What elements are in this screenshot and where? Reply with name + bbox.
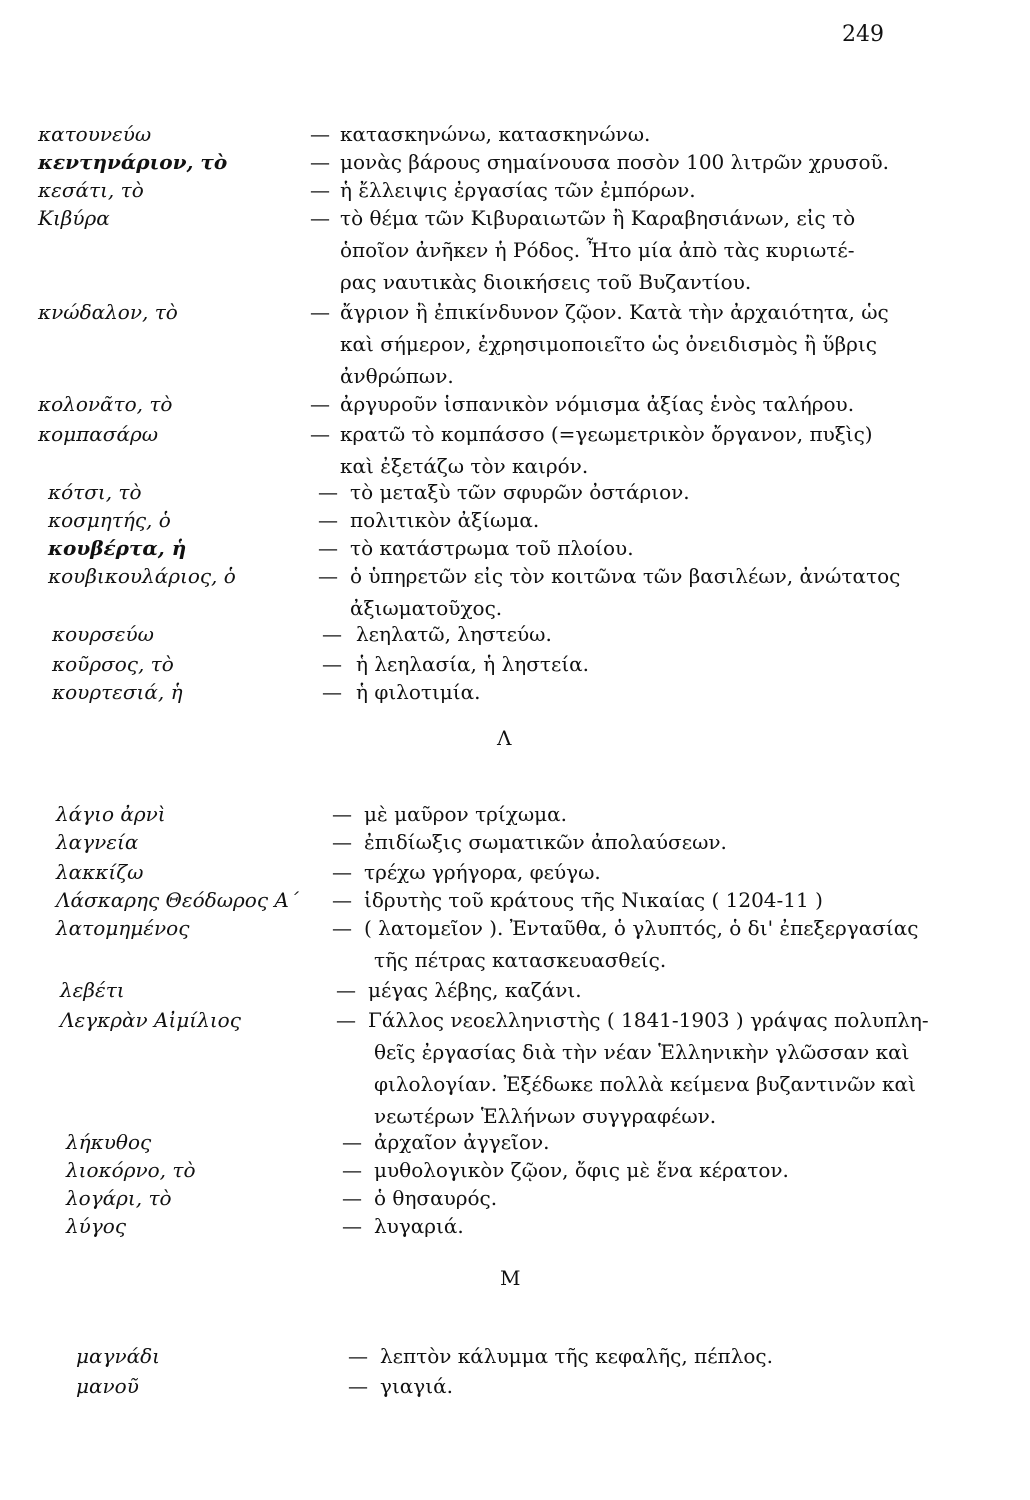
section-heading: Μ xyxy=(500,1266,521,1290)
entry-definition: τὸ μεταξὺ τῶν σφυρῶν ὀστάριον. xyxy=(350,480,690,504)
entry-definition: ἀργυροῦν ἱσπανικὸν νόμισμα ἀξίας ἑνὸς ταλήρου. xyxy=(340,392,855,416)
entry-definition: λεπτὸν κάλυμμα τῆς κεφαλῆς, πέπλος. xyxy=(380,1344,773,1368)
entry-dash: — xyxy=(310,206,330,230)
entry-term: κνώδαλον, τὸ xyxy=(38,300,178,324)
entry-term: μανοῦ xyxy=(76,1374,139,1398)
entry-definition: ὁ ὑπηρετῶν εἰς τὸν κοιτῶνα τῶν βασιλέων, ἀνώτατος ἀξιωματοῦχος. xyxy=(350,564,901,620)
entry-definition: λεηλατῶ, ληστεύω. xyxy=(356,622,552,646)
entry-dash: — xyxy=(322,622,342,646)
entry-term: λεβέτι xyxy=(60,978,125,1002)
entry-dash: — xyxy=(332,802,352,826)
entry-dash: — xyxy=(336,978,356,1002)
entry-term: κατουνεύω xyxy=(38,122,152,146)
entry-definition: λυγαριά. xyxy=(374,1214,464,1238)
entry-definition: ἡ λεηλασία, ἡ ληστεία. xyxy=(356,652,590,676)
entry-definition: ( λατομεῖον ). Ἐνταῦθα, ὁ γλυπτός, ὁ δι' ἐπεξεργασίας τῆς πέτρας κατασκευασθείς. xyxy=(364,916,919,972)
entry-definition: ἡ φιλοτιμία. xyxy=(356,680,481,704)
entry-term: κεντηνάριον, τὸ xyxy=(38,150,228,174)
entry-dash: — xyxy=(348,1374,368,1398)
entry-dash: — xyxy=(310,422,330,446)
entry-definition: πολιτικὸν ἀξίωμα. xyxy=(350,508,540,532)
entry-dash: — xyxy=(332,830,352,854)
entry-dash: — xyxy=(342,1214,362,1238)
entry-term: λατομημένος xyxy=(56,916,190,940)
entry-dash: — xyxy=(332,916,352,940)
entry-term: κότσι, τὸ xyxy=(48,480,142,504)
entry-definition: ὁ θησαυρός. xyxy=(374,1186,498,1210)
entry-dash: — xyxy=(322,652,342,676)
entry-dash: — xyxy=(310,392,330,416)
entry-definition: μὲ μαῦρον τρίχωμα. xyxy=(364,802,568,826)
entry-definition: μυθολογικὸν ζῷον, ὄφις μὲ ἕνα κέρατον. xyxy=(374,1158,789,1182)
entry-term: κολονᾶτο, τὸ xyxy=(38,392,173,416)
section-heading: Λ xyxy=(497,726,512,750)
entry-term: λογάρι, τὸ xyxy=(66,1186,172,1210)
entry-term: λακκίζω xyxy=(56,860,144,884)
entry-dash: — xyxy=(318,508,338,532)
entry-dash: — xyxy=(342,1186,362,1210)
entry-term: λήκυθος xyxy=(66,1130,152,1154)
entry-dash: — xyxy=(322,680,342,704)
entry-dash: — xyxy=(332,888,352,912)
entry-term: Λεγκρὰν Αἰμίλιος xyxy=(60,1008,241,1032)
entry-dash: — xyxy=(342,1130,362,1154)
entry-definition: τρέχω γρήγορα, φεύγω. xyxy=(364,860,601,884)
entry-dash: — xyxy=(310,122,330,146)
entry-term: μαγνάδι xyxy=(76,1344,161,1368)
entry-definition: μονὰς βάρους σημαίνουσα ποσὸν 100 λιτρῶν χρυσοῦ. xyxy=(340,150,890,174)
entry-dash: — xyxy=(318,564,338,588)
entry-term: λαγνεία xyxy=(56,830,139,854)
entry-dash: — xyxy=(348,1344,368,1368)
entry-definition: γιαγιά. xyxy=(380,1374,453,1398)
entry-definition: Γάλλος νεοελληνιστὴς ( 1841-1903 ) γράψας πολυπλη- θεῖς ἐργασίας διὰ τὴν νέαν Ἑλληνικὴν γλῶσσαν καὶ φιλολογίαν. Ἐξέδωκε πολλὰ κείμενα βυζαντινῶν καὶ νεωτέρων Ἑλλήνων συγγραφέων. xyxy=(368,1008,929,1128)
entry-dash: — xyxy=(310,300,330,324)
entry-dash: — xyxy=(318,480,338,504)
entry-dash: — xyxy=(336,1008,356,1032)
entry-definition: τὸ κατάστρωμα τοῦ πλοίου. xyxy=(350,536,634,560)
entry-term: Κιβύρα xyxy=(38,206,110,230)
entry-term: κουρσεύω xyxy=(52,622,154,646)
entry-definition: ἱδρυτὴς τοῦ κράτους τῆς Νικαίας ( 1204-11 ) xyxy=(364,888,823,912)
entry-term: λάγιο ἀρνὶ xyxy=(56,802,166,826)
entry-definition: ἄγριον ἢ ἐπικίνδυνον ζῷον. Κατὰ τὴν ἀρχαιότητα, ὡς καὶ σήμερον, ἐχρησιμοποιεῖτο ὡς ὀνειδισμὸς ἢ ὕβρις ἀνθρώπων. xyxy=(340,300,889,388)
entry-definition: κατασκηνώνω, κατασκηνώνω. xyxy=(340,122,651,146)
entry-definition: ἀρχαῖον ἀγγεῖον. xyxy=(374,1130,550,1154)
entry-term: κομπασάρω xyxy=(38,422,159,446)
entry-term: λιοκόρνο, τὸ xyxy=(66,1158,196,1182)
page-number: 249 xyxy=(842,22,884,47)
entry-definition: μέγας λέβης, καζάνι. xyxy=(368,978,582,1002)
entry-definition: ἡ ἔλλειψις ἐργασίας τῶν ἐμπόρων. xyxy=(340,178,696,202)
entry-dash: — xyxy=(310,178,330,202)
entry-definition: ἐπιδίωξις σωματικῶν ἀπολαύσεων. xyxy=(364,830,727,854)
entry-term: κοσμητής, ὁ xyxy=(48,508,171,532)
entry-term: κοῦρσος, τὸ xyxy=(52,652,174,676)
entry-term: κουβέρτα, ἡ xyxy=(48,536,187,560)
entry-term: κουβικουλάριος, ὁ xyxy=(48,564,236,588)
entry-term: κεσάτι, τὸ xyxy=(38,178,144,202)
entry-dash: — xyxy=(310,150,330,174)
entry-dash: — xyxy=(342,1158,362,1182)
entry-dash: — xyxy=(318,536,338,560)
entry-term: λύγος xyxy=(66,1214,127,1238)
entry-term: Λάσκαρης Θεόδωρος Α΄ xyxy=(56,888,299,912)
entry-dash: — xyxy=(332,860,352,884)
entry-term: κουρτεσιά, ἡ xyxy=(52,680,183,704)
entry-definition: τὸ θέμα τῶν Κιβυραιωτῶν ἢ Καραβησιάνων, εἰς τὸ ὁποῖον ἀνῆκεν ἡ Ρόδος. Ἦτο μία ἀπὸ τὰς κυριωτέ- ρας ναυτικὰς διοικήσεις τοῦ Βυζαντίου. xyxy=(340,206,856,294)
entry-definition: κρατῶ τὸ κομπάσσο (=γεωμετρικὸν ὄργανον, πυξὶς) καὶ ἐξετάζω τὸν καιρόν. xyxy=(340,422,873,478)
